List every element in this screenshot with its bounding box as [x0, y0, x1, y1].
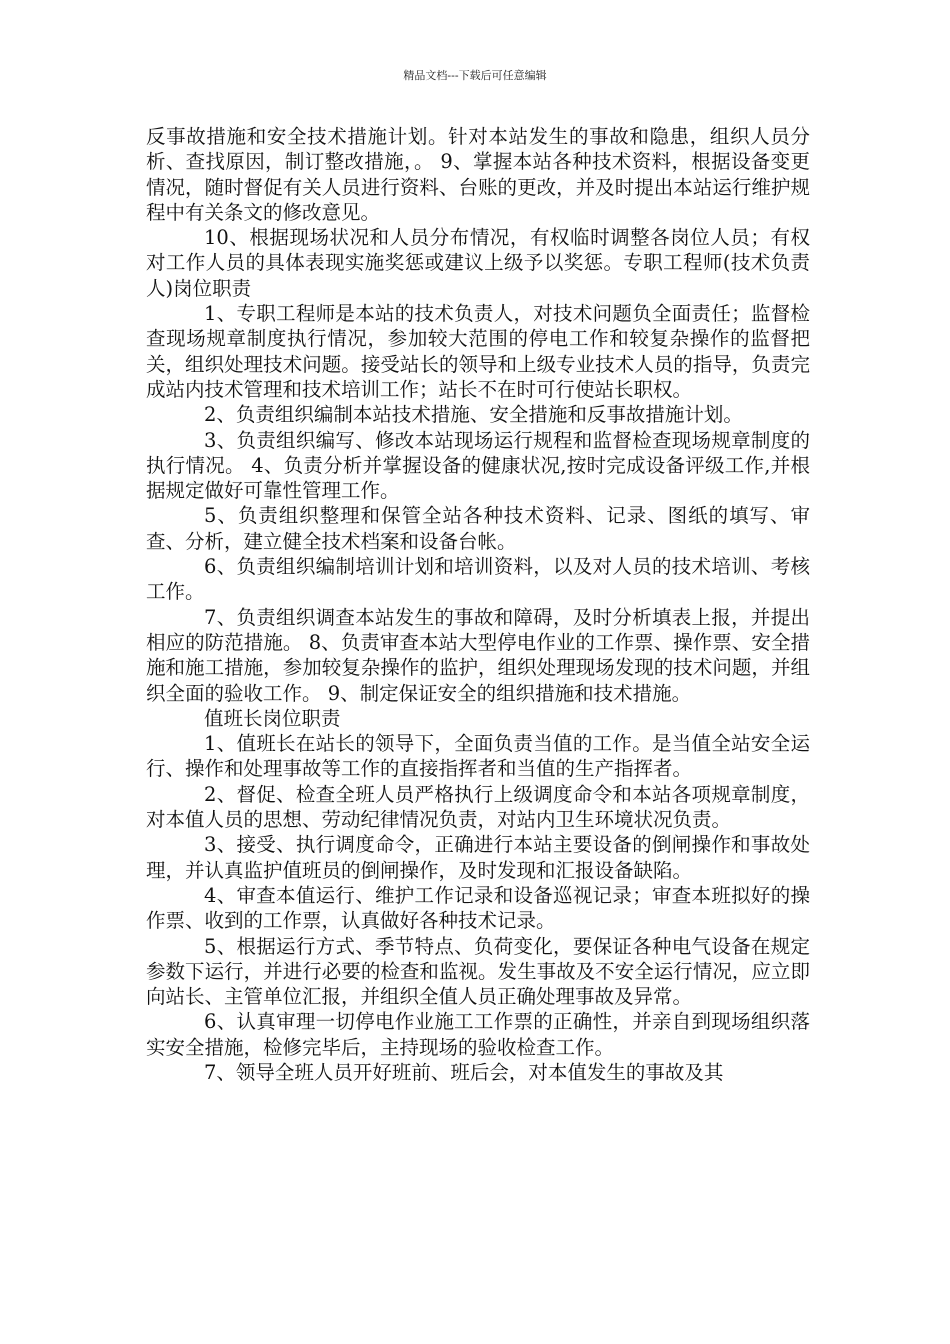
document-body — [146, 124, 810, 1085]
paragraph: 5、负责组织整理和保管全站各种技术资料、记录、图纸的填写、审查、分析，建立健全技术档案和设备台帐。 — [146, 504, 810, 553]
section-heading: 值班长岗位职责 — [204, 706, 341, 730]
paragraph: 3、接受、执行调度命令，正确进行本站主要设备的倒闸操作和事故处理，并认真监护值班员的倒闸操作，及时发现和汇报设备缺陷。 — [146, 833, 810, 882]
paragraph: 1、专职工程师是本站的技术负责人，对技术问题负全面责任；监督检查现场规章制度执行情况，参加较大范围的停电工作和较复杂操作的监督把关，组织处理技术问题。接受站长的领导和上级专业技术人员的指导，负责完成站内技术管理和技术培训工作；站长不在时可行使站长职权。 — [146, 302, 810, 401]
paragraph: 4、审查本值运行、维护工作记录和设备巡视记录；审查本班拟好的操作票、收到的工作票，认真做好各种技术记录。 — [146, 883, 810, 933]
paragraph: 10、根据现场状况和人员分布情况，有权临时调整各岗位人员；有权对工作人员的具体表现实施奖惩或建议上级予以奖惩。专职工程师(技术负责人)岗位职责 — [146, 226, 810, 300]
paragraph: 6、负责组织编制培训计划和培训资料，以及对人员的技术培训、考核工作。 — [146, 555, 810, 604]
paragraph: 1、值班长在站长的领导下，全面负责当值的工作。是当值全站安全运行、操作和处理事故等工作的直接指挥者和当值的生产指挥者。 — [146, 732, 810, 781]
paragraph: 7、领导全班人员开好班前、班后会，对本值发生的事故及其 — [204, 1060, 724, 1084]
page-header: 精品文档---下载后可任意编辑 — [403, 69, 547, 82]
paragraph: 5、根据运行方式、季节特点、负荷变化，要保证各种电气设备在规定参数下运行，并进行必要的检查和监视。发生事故及不安全运行情况，应立即向站长、主管单位汇报，并组织全值人员正确处理事故及异常。 — [146, 934, 810, 1009]
paragraph: 反事故措施和安全技术措施计划。针对本站发生的事故和隐患，组织人员分析、查找原因，制订整改措施，。 9、掌握本站各种技术资料，根据设备变更情况，随时督促有关人员进行资料、台账的更改，并及时提出本站运行维护规程中有关条文的修改意见。 — [146, 125, 810, 224]
paragraph: 2、负责组织编制本站技术措施、安全措施和反事故措施计划。 — [204, 403, 743, 427]
paragraph: 3、负责组织编写、修改本站现场运行规程和监督检查现场规章制度的执行情况。 4、负责分析并掌握设备的健康状况,按时完成设备评级工作,并根据规定做好可靠性管理工作。 — [146, 428, 810, 503]
paragraph: 7、负责组织调查本站发生的事故和障碍，及时分析填表上报，并提出相应的防范措施。 8、负责审查本站大型停电作业的工作票、操作票、安全措施和施工措施，参加较复杂操作的监护，组织处理现场发现的技术问题，并组织全面的验收工作。 9、制定保证安全的组织措施和技术措施。 — [146, 605, 810, 705]
paragraph: 6、认真审理一切停电作业施工工作票的正确性，并亲自到现场组织落实安全措施，检修完毕后，主持现场的验收检查工作。 — [146, 1010, 810, 1059]
paragraph: 2、督促、检查全班人员严格执行上级调度命令和本站各项规章制度，对本值人员的思想、劳动纪律情况负责，对站内卫生环境状况负责。 — [146, 782, 810, 832]
